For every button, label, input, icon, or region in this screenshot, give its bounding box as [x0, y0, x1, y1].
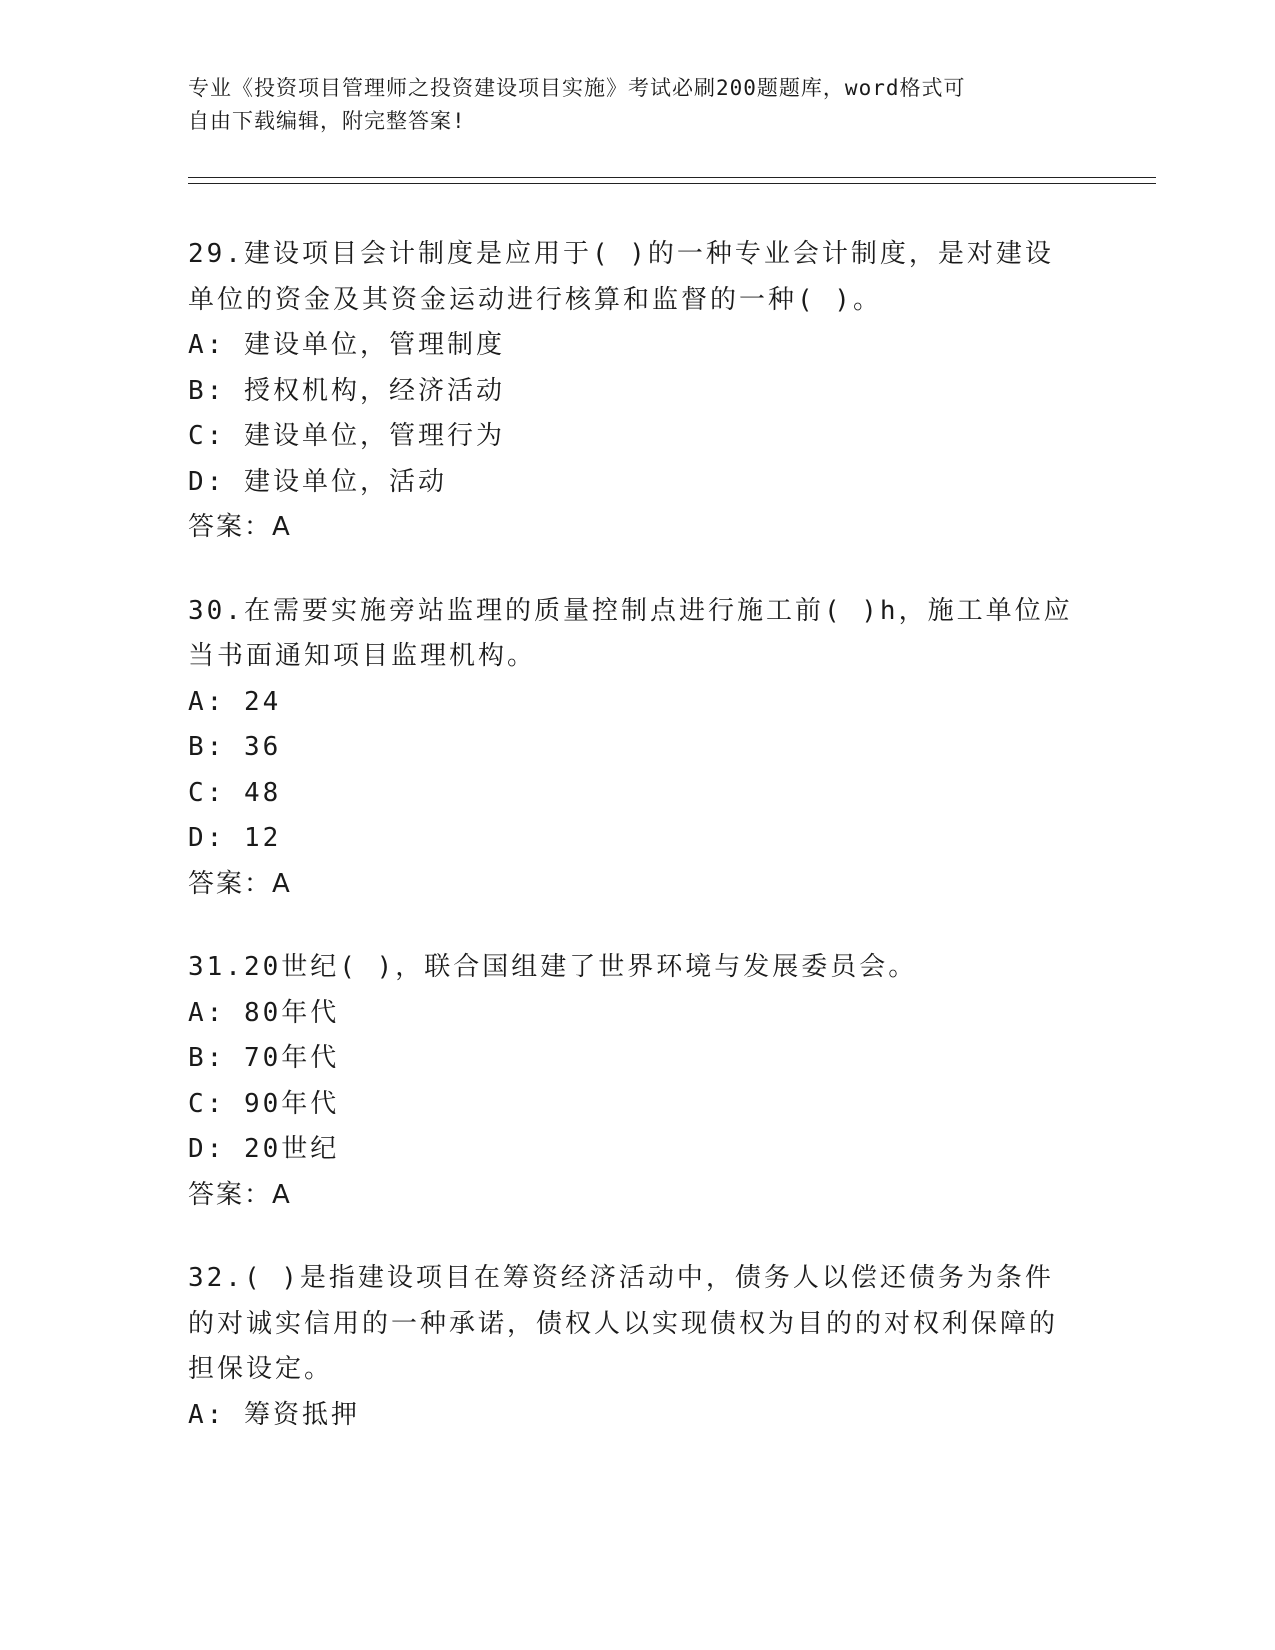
- question-text-line: 的对诚实信用的一种承诺，债权人以实现债权为目的的对权利保障的: [188, 1308, 1059, 1339]
- option-key: D:: [188, 466, 226, 497]
- option-text: 36: [243, 732, 282, 762]
- question-text-line: 29.建设项目会计制度是应用于( )的一种专业会计制度，是对建设: [188, 239, 1054, 269]
- question-31: [188, 945, 1088, 1218]
- question-text-line: 31.20世纪( )，联合国组建了世界环境与发展委员会。: [188, 952, 918, 982]
- option-key: D:: [188, 1134, 226, 1164]
- option-b: [188, 725, 1088, 771]
- option-text: 建设单位，活动: [243, 466, 447, 497]
- option-d: [188, 1127, 1088, 1173]
- option-a: [188, 1393, 1088, 1439]
- answer-line: [188, 862, 1088, 908]
- option-a: [188, 323, 1088, 369]
- answer-label: 答案：: [188, 868, 273, 899]
- option-c: [188, 771, 1088, 817]
- option-text: 建设单位，管理行为: [243, 421, 505, 451]
- option-key: B:: [188, 1043, 226, 1073]
- answer-line: [188, 1173, 1088, 1219]
- header-line-2: 自由下载编辑，附完整答案!: [188, 109, 466, 133]
- option-key: A:: [188, 997, 226, 1028]
- option-d: [188, 816, 1088, 862]
- option-text: 筹资抵押: [243, 1399, 360, 1430]
- option-a: [188, 680, 1088, 726]
- answer-line: [188, 505, 1088, 551]
- option-text: 80年代: [243, 997, 340, 1028]
- option-b: [188, 369, 1088, 415]
- option-text: 12: [243, 823, 282, 853]
- option-key: A:: [188, 1399, 226, 1430]
- option-text: 70年代: [243, 1043, 340, 1073]
- option-d: [188, 460, 1088, 506]
- question-text-line: 担保设定。: [188, 1354, 334, 1384]
- question-29: [188, 232, 1088, 551]
- option-text: 48: [243, 777, 282, 808]
- document-header: [188, 72, 1068, 138]
- option-key: A:: [188, 330, 226, 360]
- option-key: C:: [188, 1088, 226, 1119]
- answer-label: 答案：: [188, 512, 273, 542]
- option-text: 授权机构，经济活动: [243, 375, 505, 406]
- answer-value: A: [272, 512, 292, 542]
- question-text-line: 32.( )是指建设项目在筹资经济活动中，债务人以偿还债务为条件: [188, 1263, 1054, 1293]
- answer-label: 答案：: [188, 1179, 273, 1210]
- option-b: [188, 1036, 1088, 1082]
- option-key: D:: [188, 823, 226, 853]
- option-text: 90年代: [243, 1088, 340, 1119]
- header-divider-top: [188, 177, 1156, 178]
- option-key: B:: [188, 732, 226, 762]
- option-c: [188, 1082, 1088, 1128]
- question-text-line: 30.在需要实施旁站监理的质量控制点进行施工前( )h，施工单位应: [188, 595, 1073, 626]
- option-key: C:: [188, 777, 226, 808]
- header-line-1: 专业《投资项目管理师之投资建设项目实施》考试必刷200题题库，word格式可: [188, 76, 966, 100]
- question-list: [188, 232, 1088, 1476]
- question-30: [188, 589, 1088, 908]
- option-c: [188, 414, 1088, 460]
- option-key: A:: [188, 686, 226, 717]
- option-a: [188, 991, 1088, 1037]
- option-text: 24: [243, 686, 282, 717]
- question-text-line: 单位的资金及其资金运动进行核算和监督的一种( )。: [188, 284, 882, 315]
- question-32: [188, 1256, 1088, 1438]
- answer-value: A: [272, 1179, 292, 1210]
- option-text: 建设单位，管理制度: [243, 330, 505, 360]
- option-text: 20世纪: [243, 1134, 340, 1164]
- header-divider-bottom: [188, 183, 1156, 184]
- option-key: C:: [188, 421, 226, 451]
- question-text-line: 当书面通知项目监理机构。: [188, 641, 537, 671]
- option-key: B:: [188, 375, 226, 406]
- answer-value: A: [272, 868, 292, 899]
